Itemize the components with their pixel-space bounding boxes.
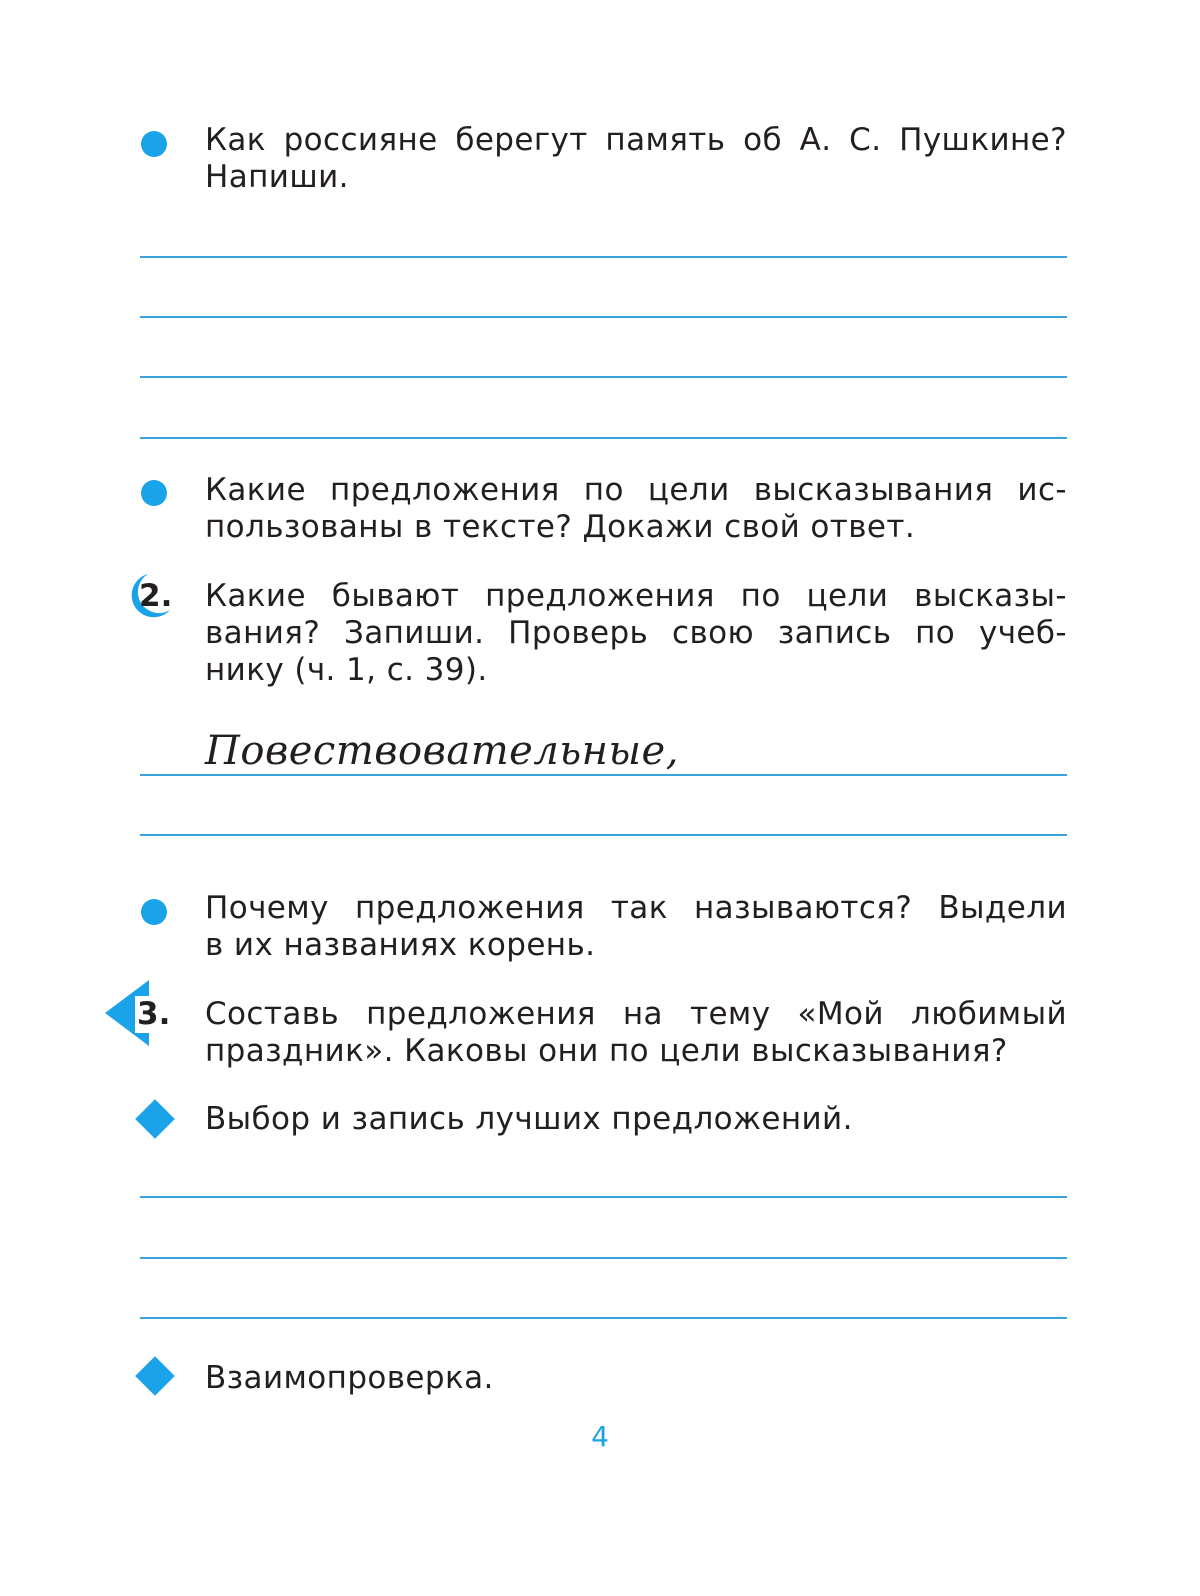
answer-line[interactable] — [140, 834, 1067, 836]
question-1-line-2: Напиши. — [205, 159, 349, 195]
question-1-line-1: Как россияне берегут память об А. С. Пушкине? — [205, 122, 1067, 158]
bullet-diamond-icon — [135, 1099, 175, 1139]
answer-line[interactable] — [140, 256, 1067, 258]
task-3-line-1: Составь предложения на тему «Мой любимый — [205, 996, 1067, 1032]
handwritten-answer: Повествовательные, — [205, 728, 679, 774]
task-3-number: 3. — [137, 996, 171, 1032]
answer-line[interactable] — [140, 1196, 1067, 1198]
answer-line[interactable] — [140, 1317, 1067, 1319]
step-2 — [205, 1360, 1067, 1397]
question-3-line-1: Почему предложения так называются? Выдели — [205, 890, 1067, 926]
step-1 — [205, 1101, 1067, 1138]
answer-line[interactable] — [140, 1257, 1067, 1259]
question-2-line-2: пользованы в тексте? Докажи свой ответ. — [205, 509, 916, 545]
question-2-line-1: Какие предложения по цели высказывания ис- — [205, 472, 1067, 508]
page-number: 4 — [591, 1420, 609, 1453]
question-2 — [205, 472, 1067, 546]
task-2-line-3: нику (ч. 1, с. 39). — [205, 652, 488, 688]
task-2-line-1: Какие бывают предложения по цели высказы- — [205, 578, 1067, 614]
step-2-text: Взаимопроверка. — [205, 1360, 494, 1396]
task-2-line-2: вания? Запиши. Проверь свою запись по учеб- — [205, 615, 1067, 651]
bullet-circle-icon — [141, 131, 167, 157]
task-2-number: 2. — [139, 578, 173, 614]
answer-line[interactable] — [140, 376, 1067, 378]
answer-line[interactable] — [140, 316, 1067, 318]
question-1 — [205, 122, 1067, 196]
task-2 — [205, 578, 1067, 689]
answer-line[interactable] — [140, 437, 1067, 439]
task-3-line-2: праздник». Каковы они по цели высказывания? — [205, 1033, 1008, 1069]
task-3 — [205, 996, 1067, 1070]
answer-line[interactable] — [140, 774, 1067, 776]
bullet-diamond-icon — [135, 1356, 175, 1396]
bullet-circle-icon — [141, 899, 167, 925]
step-1-text: Выбор и запись лучших предложений. — [205, 1101, 853, 1137]
question-3 — [205, 890, 1067, 964]
bullet-circle-icon — [141, 480, 167, 506]
question-3-line-2: в их названиях корень. — [205, 927, 596, 963]
